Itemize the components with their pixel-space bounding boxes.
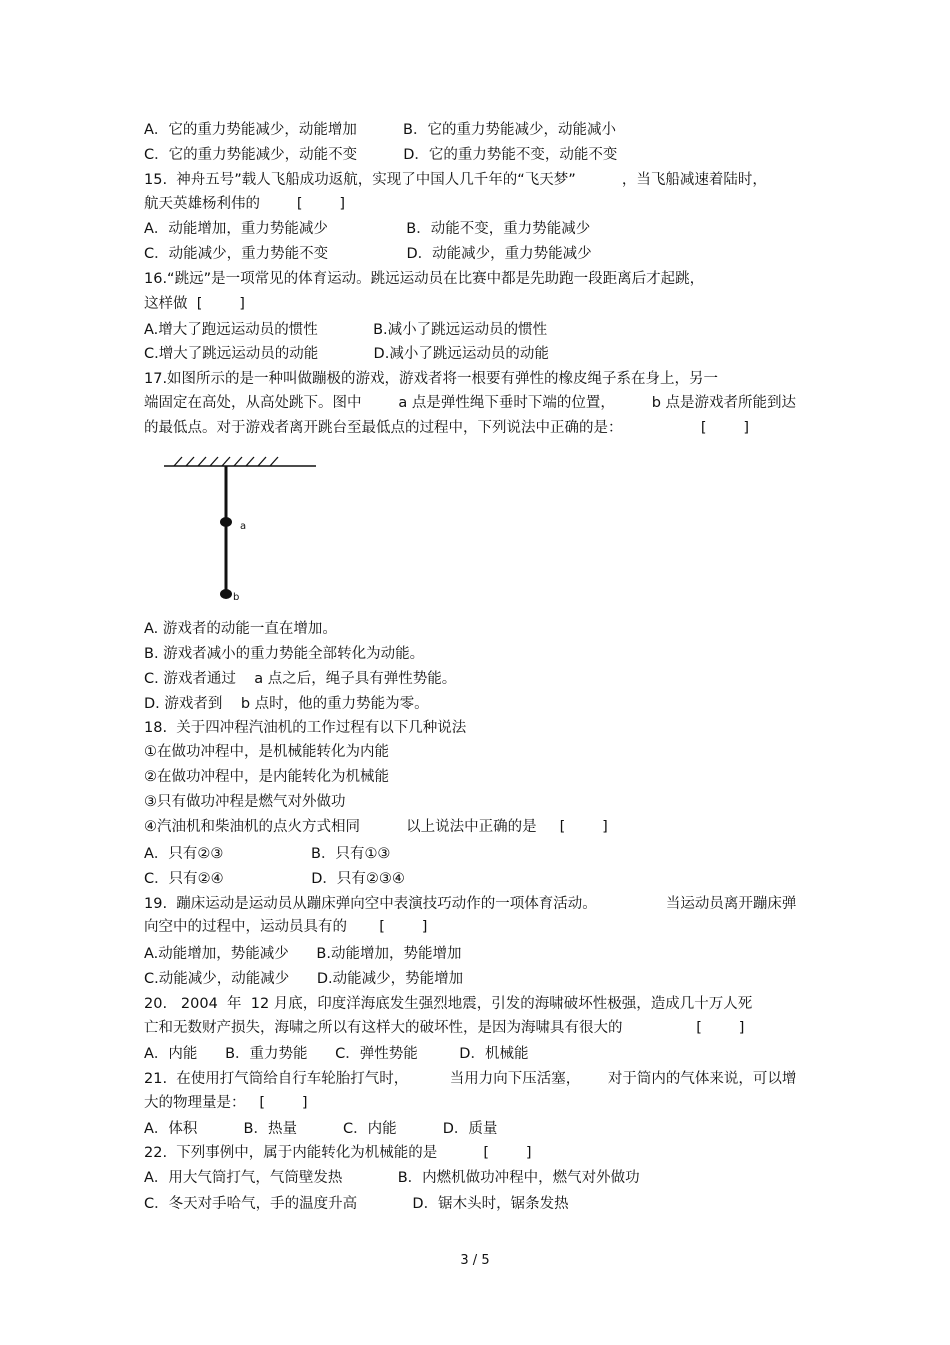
text-line: C.动能减少，动能减少 D.动能减少，势能增加	[144, 971, 464, 987]
text-line: C．动能减少，重力势能不变 D．动能减少，重力势能减少	[144, 246, 592, 262]
text-line: A.增大了跑远运动员的惯性 B.减小了跳远运动员的惯性	[144, 322, 548, 338]
text-line: 大的物理量是： [ ]	[144, 1095, 308, 1111]
point-b-label: b	[233, 592, 240, 603]
text-line: B. 游戏者减小的重力势能全部转化为动能。	[144, 646, 425, 662]
text-line: 20. 2004 年 12 月底，印度洋海底发生强烈地震，引发的海啸破坏性极强，造成几十万人死	[144, 996, 753, 1012]
point-a-dot	[220, 517, 232, 527]
ceiling-hatching	[174, 457, 278, 466]
text-line: 22. 下列事例中，属于内能转化为机械能的是 [ ]	[144, 1145, 532, 1161]
text-line: 15. 神舟五号”载人飞船成功返航，实现了中国人几千年的“飞天梦” ，当飞船减速着陆时，	[144, 172, 767, 188]
text-line: 18. 关于四冲程汽油机的工作过程有以下几种说法	[144, 720, 467, 736]
text-line: ②在做功冲程中，是内能转化为机械能	[144, 769, 389, 785]
text-line: 航天英雄杨利伟的 [ ]	[144, 196, 346, 212]
text-line: 端固定在高处，从高处跳下。图中 a 点是弹性绳下垂时下端的位置， b 点是游戏者所能到达	[144, 395, 797, 411]
text-line: A. 游戏者的动能一直在增加。	[144, 621, 337, 637]
text-line: 16.“跳远”是一项常见的体育运动。跳远运动员在比赛中都是先助跑一段距离后才起跳，	[144, 271, 705, 287]
text-line: ④汽油机和柴油机的点火方式相同 以上说法中正确的是 [ ]	[144, 819, 608, 835]
text-line: A．只有②③ B．只有①③	[144, 846, 391, 862]
text-line: ③只有做功冲程是燃气对外做功	[144, 794, 346, 810]
text-line: A.动能增加，势能减少 B.动能增加，势能增加	[144, 946, 462, 962]
text-line: 21. 在使用打气筒给自行车轮胎打气时， 当用力向下压活塞， 对于筒内的气体来说，可以增	[144, 1071, 797, 1087]
text-line: 这样做 [ ]	[144, 296, 245, 312]
text-line: 19. 蹦床运动是运动员从蹦床弹向空中表演技巧动作的一项体育活动。 当运动员离开蹦床弹	[144, 896, 797, 912]
text-line: A．用大气筒打气，气筒壁发热 B．内燃机做功冲程中，燃气对外做功	[144, 1170, 640, 1186]
text-line: 的最低点。对于游戏者离开跳台至最低点的过程中，下列说法中正确的是： [ ]	[144, 420, 750, 436]
text-line: C．它的重力势能减少，动能不变 D．它的重力势能不变，动能不变	[144, 147, 618, 163]
text-line: ①在做功冲程中，是机械能转化为内能	[144, 744, 389, 760]
text-line: A．动能增加，重力势能减少 B．动能不变，重力势能减少	[144, 221, 591, 237]
text-line: C.增大了跳远运动员的动能 D.减小了跳远运动员的动能	[144, 346, 549, 362]
text-line: C．冬天对手哈气，手的温度升高 D．锯木头时，锯条发热	[144, 1196, 569, 1212]
page-number: 3 / 5	[460, 1253, 490, 1268]
point-a-label: a	[240, 521, 247, 532]
text-line: C. 游戏者通过 a 点之后，绳子具有弹性势能。	[144, 671, 457, 687]
bungee-diagram	[160, 452, 330, 608]
text-line: A．内能 B．重力势能 C．弹性势能 D．机械能	[144, 1046, 529, 1062]
text-line: C．只有②④ D．只有②③④	[144, 871, 405, 887]
text-line: D. 游戏者到 b 点时，他的重力势能为零。	[144, 696, 429, 712]
point-b-dot	[220, 589, 232, 599]
text-line: 亡和无数财产损失，海啸之所以有这样大的破坏性，是因为海啸具有很大的 [ ]	[144, 1020, 745, 1036]
text-line: A．它的重力势能减少，动能增加 B．它的重力势能减少，动能减小	[144, 122, 616, 138]
text-line: A．体积 B．热量 C．内能 D．质量	[144, 1121, 498, 1137]
text-line: 向空中的过程中，运动员具有的 [ ]	[144, 919, 428, 935]
text-line: 17.如图所示的是一种叫做蹦极的游戏，游戏者将一根要有弹性的橡皮绳子系在身上，另一	[144, 371, 719, 387]
